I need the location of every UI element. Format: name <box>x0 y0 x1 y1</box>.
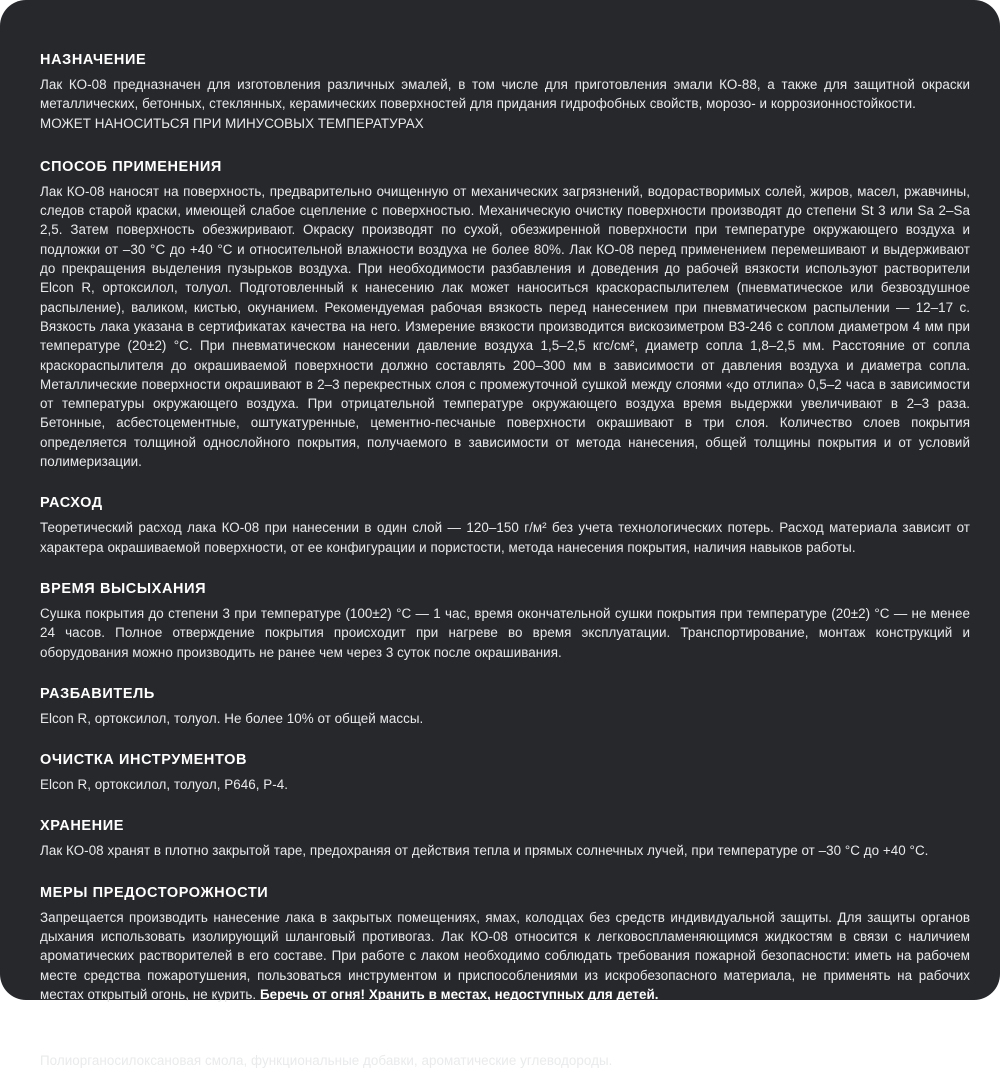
section-title: НАЗНАЧЕНИЕ <box>40 52 147 68</box>
section-title: МЕРЫ ПРЕДОСТОРОЖНОСТИ <box>40 884 269 901</box>
document-body <box>40 52 970 1071</box>
section-rashod <box>40 495 970 557</box>
section-text <box>40 908 970 1004</box>
section-khranenie <box>40 818 970 860</box>
section-text: Elcon R, ортоксилол, толуол, Р646, Р-4. <box>40 777 289 793</box>
section-title: ОЧИСТКА ИНСТРУМЕНТОВ <box>40 752 248 769</box>
section-note: МОЖЕТ НАНОСИТЬСЯ ПРИ МИНУСОВЫХ ТЕМПЕРАТУРАХ <box>40 115 424 131</box>
section-razbavitel <box>40 686 970 728</box>
section-ochistka-instrumentov <box>40 752 970 794</box>
section-text-warning: Беречь от огня! Хранить в местах, недоступных для детей. <box>259 986 659 1002</box>
section-text: Elcon R, ортоксилол, толуол. Не более 10% от общей массы. <box>40 710 424 726</box>
section-title: СПОСОБ ПРИМЕНЕНИЯ <box>40 158 222 175</box>
section-text: Сушка покрытия до степени 3 при температуре (100±2) °С — 1 час, время окончательной сушки покрытия при температуре (20±2) °С — не менее 24 часов. Полное отверждение покрытия происходит при нагреве во время эксплуатации. Транспортирование, монтаж конструкций и оборудования можно производить не ранее чем через 3 суток после окрашивания. <box>40 605 970 660</box>
section-title: ХРАНЕНИЕ <box>40 818 125 835</box>
section-text-main: Запрещается производить нанесение лака в закрытых помещениях, ямах, колодцах без средств индивидуальной защиты. Для защиты органов дыхания использовать изолирующий шланговый противогаз. Лак КО-08 относится к легковоспламеняющимся жидкостям в связи с наличием ароматических растворителей в его составе. При работе с лаком необходимо соблюдать требования пожарной безопасности: иметь на рабочем месте средства пожаротушения, пользоваться инструментом и приспособлениями из искробезопасного материала, не применять на рабочих местах открытый огонь, не курить. <box>40 909 970 1002</box>
section-text: Полиорганосилоксановая смола, функциональные добавки, ароматические углеводороды. <box>40 1053 613 1069</box>
section-text: Лак КО-08 наносят на поверхность, предварительно очищенную от механических загрязнений, водорастворимых солей, жиров, масел, ржавчины, следов старой краски, имеющей слабое сцепление с поверхностью. Механическую очистку поверхности производят до степени St 3 или Sa 2–Sa 2,5. Затем поверхность обезжиривают. Окраску производят по сухой, обезжиренной поверхности при температуре окружающего воздуха и подложки от –30 °С до +40 °С и относительной влажности воздуха не более 80%. Лак КО-08 перед применением перемешивают и выдерживают до прекращения выделения пузырьков воздуха. При необходимости разбавления и доведения до рабочей вязкости используют растворители Elcon R, ортоксилол, толуол. Подготовленный к нанесению лак может наноситься краскораспылителем (пневматическое или безвоздушное распыление), валиком, кистью, окунанием. Рекомендуемая рабочая вязкость перед нанесением при пневматическом распылении — 12–17 с. Вязкость лака указана в сертификатах качества на него. Измерение вязкости производится вискозиметром ВЗ-246 с соплом диаметром 4 мм при температуре (20±2) °С. При пневматическом нанесении давление воздуха 1,5–2,5 кгс/см², диаметр сопла 1,8–2,5 мм. Расстояние от сопла краскораспылителя до окрашиваемой поверхности должно составлять 200–300 мм в зависимости от давления воздуха и диаметра сопла. Металлические поверхности окрашивают в 2–3 перекрестных слоя с промежуточной сушкой между слоями «до отлипа» 0,5–2 часа в зависимости от температуры окружающего воздуха. При отрицательной температуре окружающего воздуха время выдержки увеличивают в 2–3 раза. Бетонные, асбестоцементные, оштукатуренные, цементно-песчаные поверхности окрашивают в три слоя. Количество слоев покрытия определяется толщиной однослойного покрытия, получаемого в зависимости от метода нанесения, общей толщины покрытия и от условий полимеризации. <box>40 183 970 470</box>
section-title: РАСХОД <box>40 495 103 512</box>
section-title: СОСТАВ <box>40 1028 104 1045</box>
section-text: Лак КО-08 хранят в плотно закрытой таре, предохраняя от действия тепла и прямых солнечных лучей, при температуре от –30 °С до +40 °С. <box>40 843 929 859</box>
section-vremya-vysykhaniya <box>40 581 970 662</box>
section-text: Лак КО-08 предназначен для изготовления различных эмалей, в том числе для приготовления эмали КО-88, а также для защитной окраски металлических, бетонных, стеклянных, керамических поверхностей для придания гидрофобных свойств, морозо- и коррозионностойкости. <box>40 77 970 112</box>
section-sostav <box>40 1028 970 1070</box>
section-text: Теоретический расход лака КО-08 при нанесении в один слой — 120–150 г/м² без учета технологических потерь. Расход материала зависит от характера окрашиваемой поверхности, от ее конфигурации и пористости, метода нанесения покрытия, наличия навыков работы. <box>40 520 970 555</box>
section-mery-predostorozhnosti <box>40 885 970 1004</box>
section-naznachenie <box>40 52 970 133</box>
section-sposob-primeneniya <box>40 159 970 471</box>
section-title: ВРЕМЯ ВЫСЫХАНИЯ <box>40 580 207 597</box>
section-title: РАЗБАВИТЕЛЬ <box>40 685 155 702</box>
